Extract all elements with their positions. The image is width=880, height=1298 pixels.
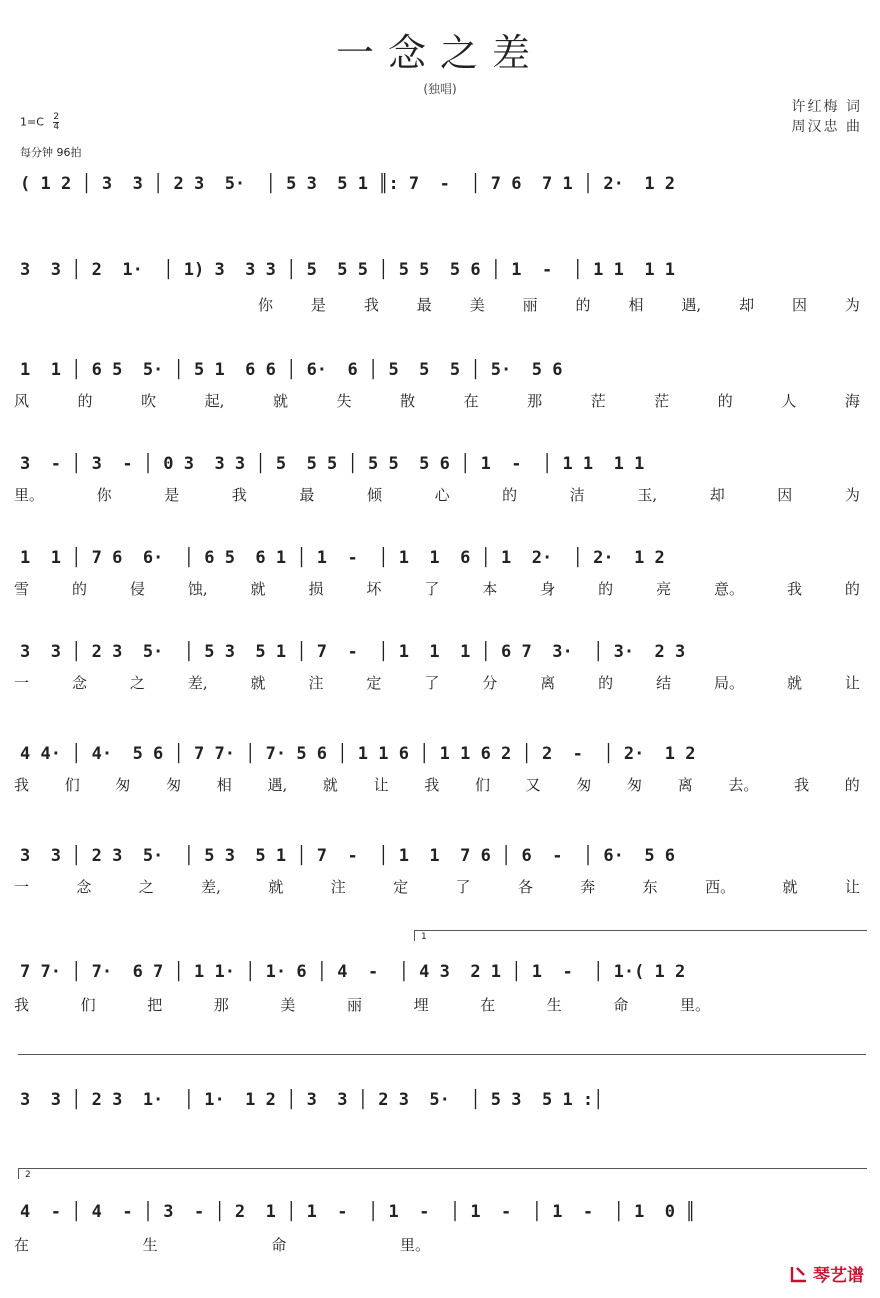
lyric-syllable: 念 [71,674,87,692]
lyric-syllable: 起, [204,392,225,410]
lyric-syllable: 离 [677,776,693,794]
lyric-syllable: 损 [308,580,324,598]
lyric-syllable: 是 [164,486,180,504]
lyric-syllable: 我 [14,996,30,1014]
lyric-syllable: 是 [310,296,326,314]
lyric-syllable: 匆 [166,776,182,794]
lyric-syllable: 匆 [115,776,131,794]
lyrics-line [14,578,860,599]
lyric-syllable: 去。 [728,776,759,794]
lyric-syllable: 我 [14,776,30,794]
lyric-syllable: 就 [268,878,284,896]
lyric-syllable: 了 [424,674,440,692]
song-title: 一念之差 [335,31,544,75]
lyric-syllable: 丽 [346,996,362,1014]
lyric-syllable: 失 [336,392,352,410]
lyric-syllable: 那 [527,392,543,410]
time-signature [53,113,59,132]
key-signature [20,113,59,132]
lyric-syllable: 就 [786,674,802,692]
notation-line: 3 3 │ 2 3 5· │ 5 3 5 1 │ 7 - │ 1 1 1 │ 6 7 3· │ 3· 2 3 [20,642,686,662]
watermark-text: 琴艺谱 [813,1266,864,1286]
lyric-syllable: 匆 [627,776,643,794]
lyric-syllable: 们 [64,776,80,794]
lyric-syllable: 念 [76,878,92,896]
lyric-syllable: 洁 [569,486,585,504]
lyric-syllable: 在 [463,392,479,410]
lyric-syllable: 相 [216,776,232,794]
lyric-syllable: 注 [308,674,324,692]
lyrics-line [14,994,710,1015]
lyric-syllable: 意。 [714,580,745,598]
continuation-rule [18,1054,866,1055]
lyricist-credit: 许红梅 词 [791,99,862,115]
volta-number-2: 2 [25,1170,31,1180]
lyric-syllable: 的 [575,296,591,314]
notation-line: 3 3 │ 2 3 1· │ 1· 1 2 │ 3 3 │ 2 3 5· │ 5 3 5 1 :│ [20,1090,604,1110]
lyric-syllable: 因 [777,486,793,504]
lyric-syllable: 那 [213,996,229,1014]
lyric-syllable: 为 [844,486,860,504]
lyric-syllable: 蚀, [187,580,208,598]
lyric-syllable: 遇, [681,296,702,314]
lyric-syllable: 定 [393,878,409,896]
lyric-syllable: 分 [482,674,498,692]
lyric-syllable: 了 [455,878,471,896]
lyric-syllable: 就 [250,674,266,692]
notation-line: 1 1 │ 7 6 6· │ 6 5 6 1 │ 1 - │ 1 1 6 │ 1 2· │ 2· 1 2 [20,548,665,568]
lyric-syllable: 的 [502,486,518,504]
lyric-syllable: 里。 [14,486,45,504]
notation-line: 7 7· │ 7· 6 7 │ 1 1· │ 1· 6 │ 4 - │ 4 3 2 1 │ 1 - │ 1·( 1 2 [20,962,686,982]
watermark-logo [789,1261,864,1286]
lyric-syllable: 奔 [580,878,596,896]
lyric-syllable: 把 [147,996,163,1014]
lyric-syllable: 你 [96,486,112,504]
lyric-syllable: 差, [201,878,221,896]
lyric-syllable: 就 [782,878,798,896]
time-bottom: 4 [53,122,60,132]
song-subtitle: (独唱) [423,82,457,96]
lyric-syllable: 丽 [522,296,538,314]
lyric-syllable: 命 [613,996,629,1014]
lyric-syllable: 却 [709,486,725,504]
lyric-syllable: 美 [280,996,296,1014]
lyric-syllable: 定 [366,674,382,692]
lyric-syllable: 一 [14,674,30,692]
lyrics-line [14,876,860,897]
lyric-syllable: 就 [272,392,288,410]
lyric-syllable: 心 [434,486,450,504]
composer-credit: 周汉忠 曲 [791,119,862,135]
lyric-syllable: 的 [844,776,860,794]
lyric-syllable: 一 [14,878,30,896]
volta-bracket-1 [414,930,867,941]
lyrics-line [258,294,860,315]
lyric-syllable: 我 [363,296,379,314]
lyric-syllable: 的 [844,580,860,598]
lyric-syllable: 我 [786,580,802,598]
lyrics-line [14,774,860,795]
lyric-syllable: 东 [642,878,658,896]
lyric-syllable: 美 [469,296,485,314]
lyric-syllable: 生 [142,1236,158,1254]
lyric-syllable: 的 [71,580,87,598]
lyric-syllable: 本 [482,580,498,598]
notation-line: 1 1 │ 6 5 5· │ 5 1 6 6 │ 6· 6 │ 5 5 5 │ 5· 5 6 [20,360,563,380]
lyric-syllable: 就 [322,776,338,794]
lyric-syllable: 雪 [14,580,30,598]
lyric-syllable: 亮 [656,580,672,598]
lyric-syllable: 生 [546,996,562,1014]
lyric-syllable: 最 [416,296,432,314]
lyric-syllable: 西。 [705,878,736,896]
lyric-syllable: 命 [271,1236,287,1254]
lyric-syllable: 让 [844,878,860,896]
lyric-syllable: 茫 [590,392,606,410]
lyric-syllable: 吹 [141,392,157,410]
lyric-syllable: 又 [525,776,541,794]
lyric-syllable: 我 [424,776,440,794]
lyrics-line [14,1234,430,1255]
lyric-syllable: 匆 [576,776,592,794]
lyric-syllable: 局。 [714,674,745,692]
notation-line: 3 3 │ 2 3 5· │ 5 3 5 1 │ 7 - │ 1 1 7 6 │ 6 - │ 6· 5 6 [20,846,676,866]
lyric-syllable: 相 [628,296,644,314]
key-text: 1=C [20,115,44,129]
lyric-syllable: 的 [717,392,733,410]
logo-icon [789,1264,809,1284]
lyric-syllable: 里。 [399,1236,430,1254]
lyric-syllable: 侵 [129,580,145,598]
lyric-syllable: 之 [129,674,145,692]
lyric-syllable: 风 [14,392,30,410]
lyric-syllable: 各 [517,878,533,896]
notation-line: 3 3 │ 2 1· │ 1) 3 3 3 │ 5 5 5 │ 5 5 5 6 │ 1 - │ 1 1 1 1 [20,260,676,280]
lyric-syllable: 茫 [654,392,670,410]
lyric-syllable: 了 [424,580,440,598]
lyric-syllable: 差, [187,674,208,692]
lyric-syllable: 的 [598,580,614,598]
lyric-syllable: 海 [844,392,860,410]
tempo-marking: 每分钟 96拍 [20,146,82,159]
lyric-syllable: 为 [844,296,860,314]
lyric-syllable: 们 [80,996,96,1014]
lyric-syllable: 因 [791,296,807,314]
volta-bracket-2 [18,1168,867,1179]
lyric-syllable: 你 [258,296,274,314]
lyric-syllable: 埋 [413,996,429,1014]
lyric-syllable: 却 [739,296,755,314]
lyrics-line [14,390,860,411]
lyric-syllable: 我 [231,486,247,504]
lyric-syllable: 里。 [679,996,710,1014]
lyric-syllable: 最 [299,486,315,504]
time-top: 2 [53,112,60,122]
lyric-syllable: 身 [540,580,556,598]
lyric-syllable: 让 [373,776,389,794]
notation-line: ( 1 2 │ 3 3 │ 2 3 5· │ 5 3 5 1 ║: 7 - │ 7 6 7 1 │ 2· 1 2 [20,174,676,194]
lyric-syllable: 就 [250,580,266,598]
lyrics-line [14,672,860,693]
lyric-syllable: 人 [781,392,797,410]
lyric-syllable: 玉, [637,486,658,504]
lyrics-line [14,484,860,505]
notation-line: 4 4· │ 4· 5 6 │ 7 7· │ 7· 5 6 │ 1 1 6 │ 1 1 6 2 │ 2 - │ 2· 1 2 [20,744,696,764]
volta-number-1: 1 [421,932,427,942]
notation-line: 3 - │ 3 - │ 0 3 3 3 │ 5 5 5 │ 5 5 5 6 │ 1 - │ 1 1 1 1 [20,454,645,474]
lyric-syllable: 的 [77,392,93,410]
lyric-syllable: 之 [138,878,154,896]
lyric-syllable: 坏 [366,580,382,598]
lyric-syllable: 让 [844,674,860,692]
lyric-syllable: 们 [474,776,490,794]
lyric-syllable: 注 [330,878,346,896]
lyric-syllable: 遇, [267,776,288,794]
lyric-syllable: 倾 [366,486,382,504]
lyric-syllable: 结 [656,674,672,692]
lyric-syllable: 在 [480,996,496,1014]
lyric-syllable: 在 [14,1236,30,1254]
lyric-syllable: 我 [794,776,810,794]
lyric-syllable: 的 [598,674,614,692]
lyric-syllable: 散 [400,392,416,410]
lyric-syllable: 离 [540,674,556,692]
notation-line: 4 - │ 4 - │ 3 - │ 2 1 │ 1 - │ 1 - │ 1 - │ 1 - │ 1 0 ║ [20,1202,696,1222]
